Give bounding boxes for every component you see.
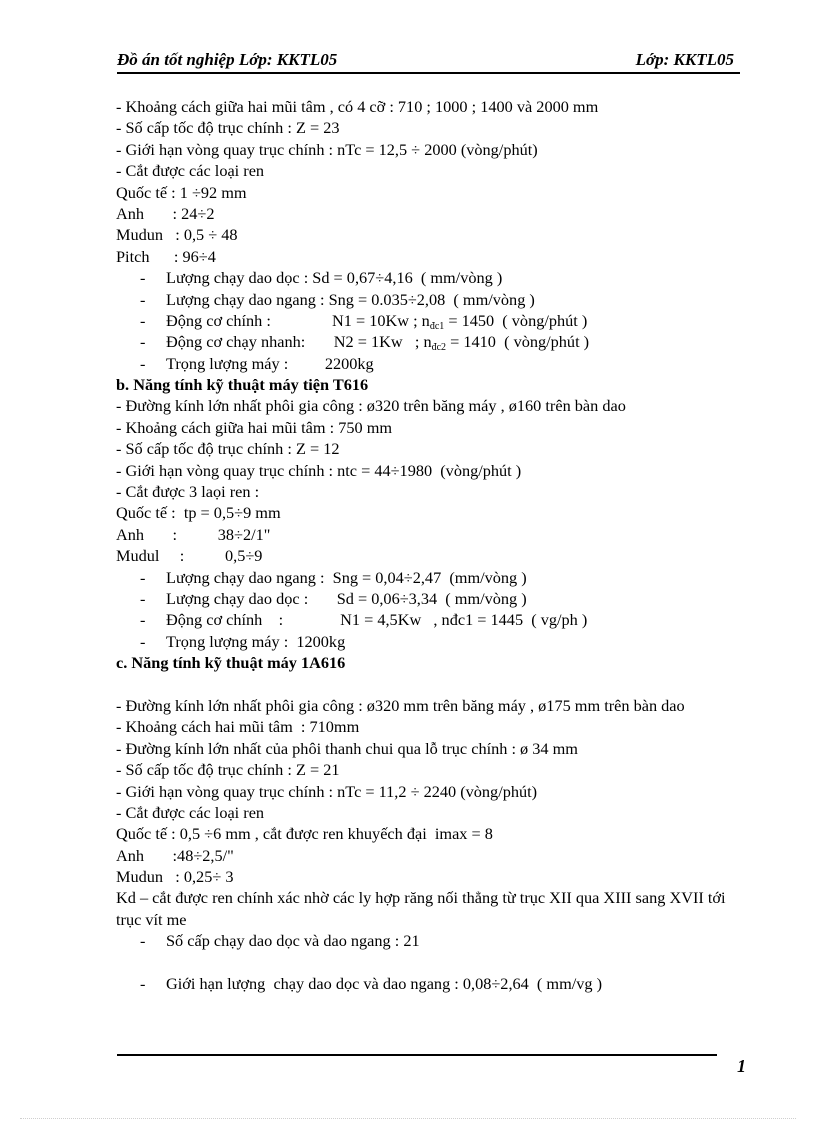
- text-line: - Khoảng cách giữa hai mũi tâm , có 4 cỡ : 710 ; 1000 ; 1400 và 2000 mm: [116, 97, 599, 116]
- bullet-item: - Động cơ chính : N1 = 4,5Kw , nđc1 = 1445 ( vg/ph ): [140, 610, 588, 630]
- bullet-item: - Động cơ chạy nhanh: N2 = 1Kw ; $n_{đc2} = 1410$ ( vòng/phút ): [140, 332, 590, 354]
- bullet-item: - Lượng chạy dao ngang : Sng = 0,04÷2,47 (mm/vòng ): [140, 567, 527, 587]
- bullet-item: - Lượng chạy dao ngang : Sng = 0.035÷2,08 ( mm/vòng ): [140, 289, 535, 309]
- text-line: Anh :48÷2,5/": [116, 845, 234, 865]
- bullet-item: - Lượng chạy dao dọc : Sd = 0,06÷3,34 ( mm/vòng ): [140, 588, 527, 608]
- bullet-item: - Trọng lượng máy : 1200kg: [140, 631, 346, 651]
- document-body: [116, 96, 736, 994]
- header-class: Lớp: KKTL05: [635, 50, 734, 69]
- bullet-item: - Giới hạn lượng chạy dao dọc và dao ngang : 0,08÷2,64 ( mm/vg ): [140, 974, 603, 994]
- section-b-title: b. Năng tính kỹ thuật máy tiện T616: [116, 375, 369, 395]
- page-edge-divider: [20, 1118, 796, 1119]
- section-c-title: c. Năng tính kỹ thuật máy 1A616: [116, 653, 346, 673]
- text-line: - Đường kính lớn nhất phôi gia công : ø320 trên băng máy , ø160 trên bàn dao: [116, 396, 626, 416]
- text-line: - Cắt được các loại ren: [116, 802, 265, 822]
- text-line: - Giới hạn vòng quay trục chính : nTc = 12,5 ÷ 2000 (vòng/phút): [116, 139, 538, 159]
- text-paragraph: Kd – cắt được ren chính xác nhờ các ly hợp răng nối thẳng từ trục XII qua XIII sang XVII tới trục vít me: [116, 888, 726, 929]
- text-line: Quốc tế : 1 ÷92 mm: [116, 182, 247, 202]
- text-line: - Số cấp tốc độ trục chính : Z = 12: [116, 439, 340, 459]
- page-header: [117, 50, 740, 74]
- text-line: - Giới hạn vòng quay trục chính : ntc = 44÷1980 (vòng/phút ): [116, 460, 522, 480]
- bullet-item: - Số cấp chạy dao dọc và dao ngang : 21: [140, 931, 420, 951]
- header-title: Đồ án tốt nghiệp Lớp: KKTL05: [117, 50, 338, 69]
- text-line: - Số cấp tốc độ trục chính : Z = 23: [116, 118, 340, 138]
- text-line: Quốc tế : tp = 0,5÷9 mm: [116, 503, 281, 523]
- bullet-item: - Động cơ chính : N1 = 10Kw ; $n_{đc1} = 1450$ ( vòng/phút ): [140, 310, 588, 332]
- text-paragraph: - Đường kính lớn nhất phôi gia công : ø320 mm trên băng máy , ø175 mm trên bàn dao: [116, 695, 685, 715]
- page-number: 1: [737, 1056, 746, 1076]
- text-line: Anh : 24÷2: [116, 203, 215, 223]
- text-line: Quốc tế : 0,5 ÷6 mm , cắt được ren khuyếch đại imax = 8: [116, 824, 493, 844]
- text-line: - Khoảng cách giữa hai mũi tâm : 750 mm: [116, 417, 393, 437]
- text-line: - Đường kính lớn nhất của phôi thanh chui qua lỗ trục chính : ø 34 mm: [116, 738, 578, 758]
- text-line: Mudun : 0,25÷ 3: [116, 867, 234, 887]
- text-line: Mudun : 0,5 ÷ 48: [116, 225, 238, 245]
- text-line: - Cắt được các loại ren: [116, 161, 265, 181]
- footer-rule: [117, 1054, 717, 1056]
- text-line: Mudul : 0,5÷9: [116, 546, 263, 566]
- text-line: - Số cấp tốc độ trục chính : Z = 21: [116, 760, 340, 780]
- text-line: - Cắt được 3 laọi ren :: [116, 482, 260, 502]
- text-line: Anh : 38÷2/1": [116, 524, 271, 544]
- bullet-item: - Trọng lượng máy : 2200kg: [140, 353, 374, 373]
- bullet-item: - Lượng chạy dao dọc : Sd = 0,67÷4,16 ( mm/vòng ): [140, 268, 503, 288]
- text-line: Pitch : 96÷4: [116, 246, 216, 266]
- text-line: - Giới hạn vòng quay trục chính : nTc = 11,2 ÷ 2240 (vòng/phút): [116, 781, 538, 801]
- text-line: - Khoảng cách hai mũi tâm : 710mm: [116, 717, 360, 737]
